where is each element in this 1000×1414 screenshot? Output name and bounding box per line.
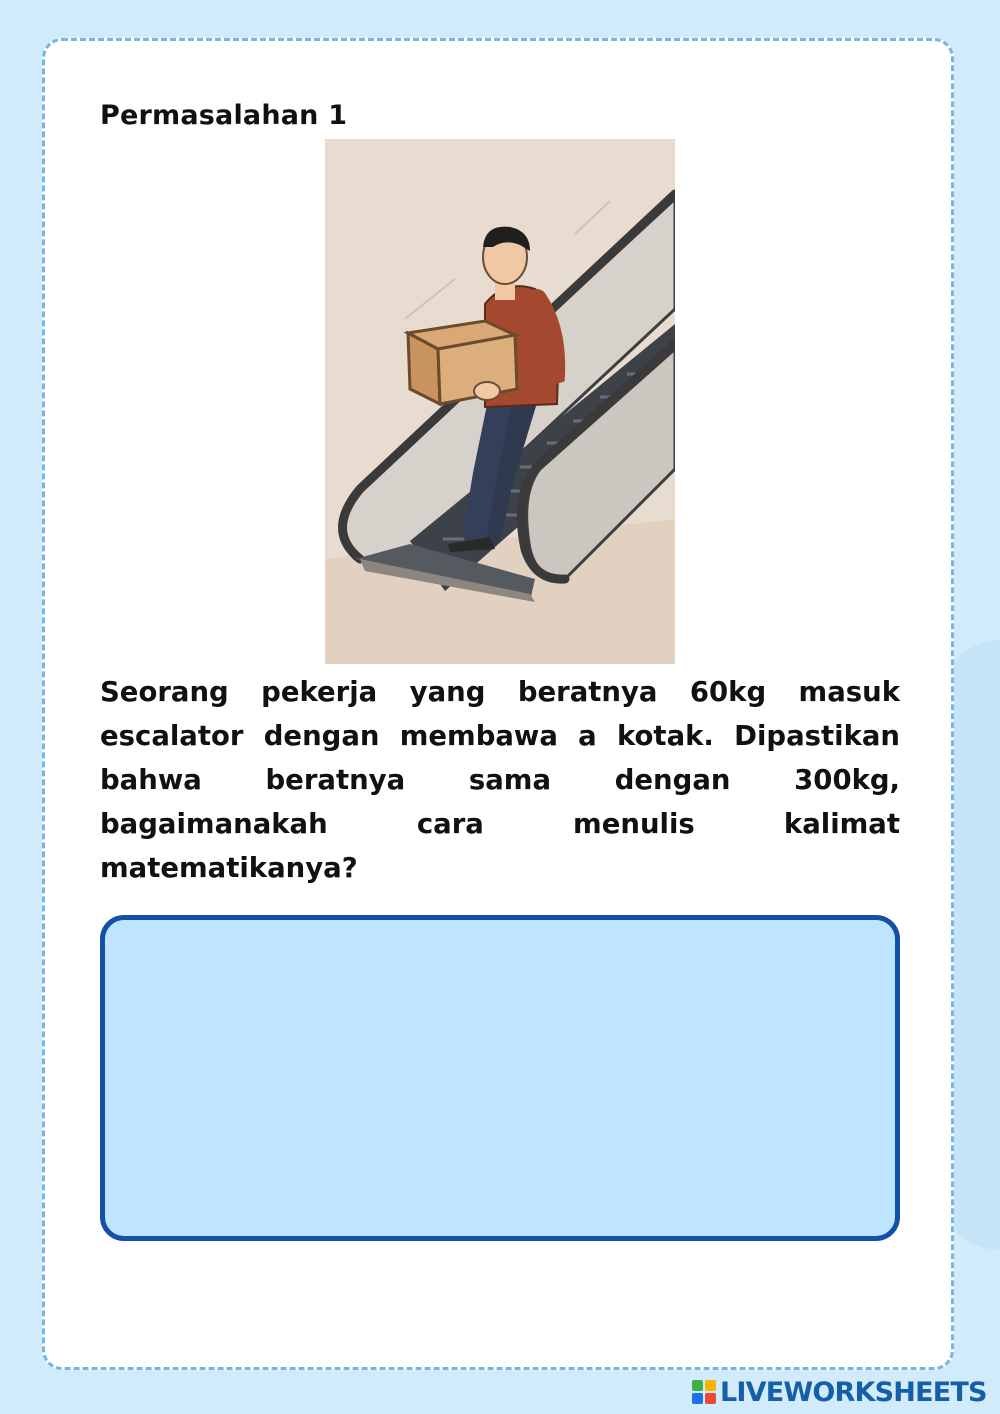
liveworksheets-brand[interactable] xyxy=(691,1376,987,1408)
brand-text: LIVEWORKSHEETS xyxy=(720,1376,987,1408)
answer-input[interactable] xyxy=(100,915,900,1241)
problem-title: Permasalahan 1 xyxy=(100,100,348,131)
problem-question: Seorang pekerja yang beratnya 60kg masuk escalator dengan membawa a kotak. Dipastikan bahwa beratnya sama dengan 300kg, bagaimanakah cara menulis kalimat matematikanya? xyxy=(100,676,900,884)
worker-on-escalator-icon xyxy=(325,139,675,664)
liveworksheets-logo-icon xyxy=(691,1379,717,1405)
